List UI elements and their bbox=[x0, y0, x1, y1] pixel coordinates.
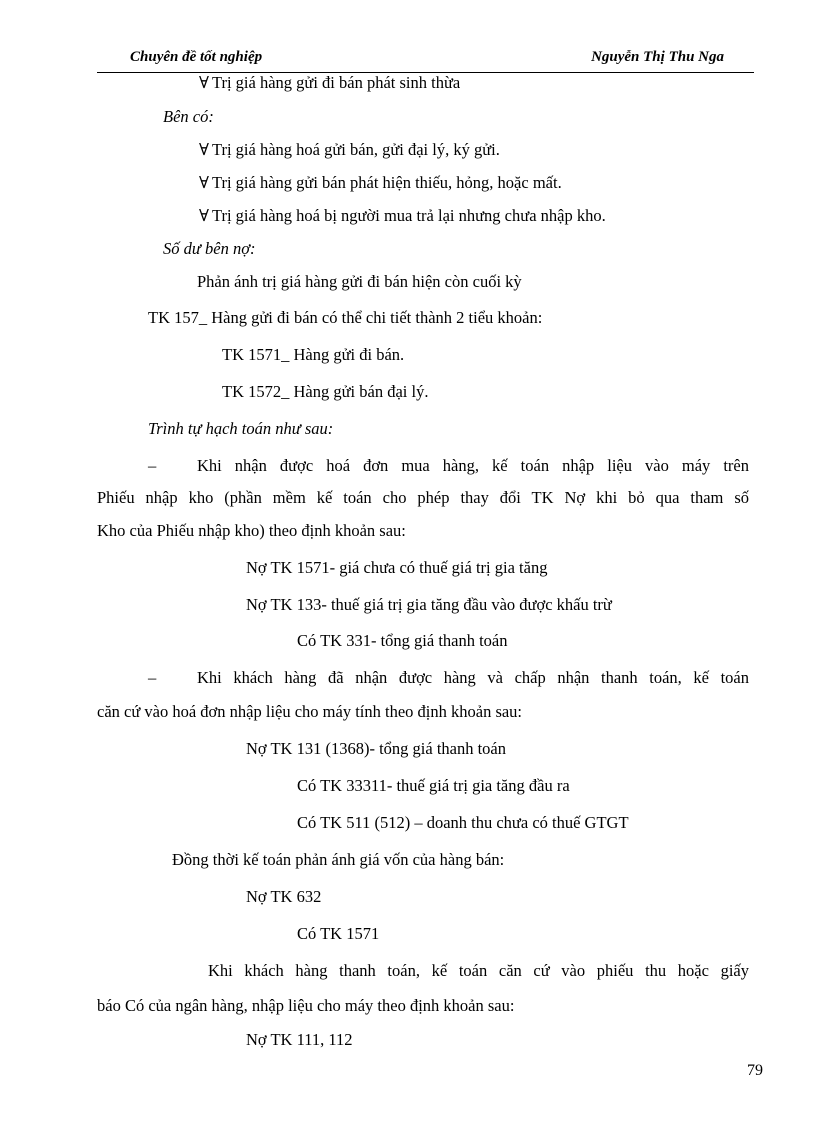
checkmark-icon: ∀ bbox=[199, 73, 209, 92]
paragraph-line: TK 1571_ Hàng gửi đi bán. bbox=[222, 345, 405, 364]
bullet-line bbox=[199, 139, 500, 161]
line-text: Trị giá hàng gửi đi bán phát sinh thừa bbox=[211, 73, 461, 92]
paragraph-line: Phản ánh trị giá hàng gửi đi bán hiện còn cuối kỳ bbox=[197, 272, 522, 291]
entry-line: Nợ TK 111, 112 bbox=[246, 1030, 353, 1049]
checkmark-icon: ∀ bbox=[199, 140, 209, 159]
paragraph-line: căn cứ vào hoá đơn nhập liệu cho máy tính theo định khoản sau: bbox=[97, 702, 523, 721]
dash-bullet: – bbox=[148, 668, 157, 687]
bullet-line bbox=[199, 172, 562, 194]
entry-line: Nợ TK 133- thuế giá trị gia tăng đầu vào được khấu trừ bbox=[246, 595, 612, 614]
entry-line: Nợ TK 131 (1368)- tổng giá thanh toán bbox=[246, 739, 507, 758]
section-heading: Trình tự hạch toán như sau: bbox=[148, 419, 334, 438]
bullet-line bbox=[199, 72, 460, 94]
paragraph-line: Phiếu nhập kho (phần mềm kế toán cho phép thay đổi TK Nợ khi bỏ qua tham số bbox=[97, 488, 749, 507]
checkmark-icon: ∀ bbox=[199, 173, 209, 192]
bullet-line bbox=[199, 205, 606, 227]
line-text: Trị giá hàng gửi bán phát hiện thiếu, hỏng, hoặc mất. bbox=[211, 173, 562, 192]
paragraph-line: Khi khách hàng thanh toán, kế toán căn cứ vào phiếu thu hoặc giấy bbox=[208, 961, 749, 980]
paragraph-line: Đồng thời kế toán phản ánh giá vốn của hàng bán: bbox=[172, 850, 505, 869]
paragraph-line: báo Có của ngân hàng, nhập liệu cho máy theo định khoản sau: bbox=[97, 996, 515, 1015]
header-title: Chuyên đề tốt nghiệp bbox=[130, 49, 263, 65]
page-header bbox=[97, 44, 754, 73]
section-label-credit: Bên có: bbox=[163, 107, 214, 126]
paragraph-line: TK 1572_ Hàng gửi bán đại lý. bbox=[222, 382, 429, 401]
entry-line: Có TK 511 (512) – doanh thu chưa có thuế GTGT bbox=[297, 813, 629, 832]
paragraph-line: Khi nhận được hoá đơn mua hàng, kế toán nhập liệu vào máy trên bbox=[197, 456, 749, 475]
page-number: 79 bbox=[747, 1062, 763, 1079]
entry-line: Có TK 331- tổng giá thanh toán bbox=[297, 631, 508, 650]
line-text: Trị giá hàng hoá bị người mua trả lại nhưng chưa nhập kho. bbox=[211, 206, 606, 225]
header-author: Nguyễn Thị Thu Nga bbox=[591, 49, 724, 65]
entry-line: Có TK 33311- thuế giá trị gia tăng đầu ra bbox=[297, 776, 570, 795]
line-text: Trị giá hàng hoá gửi bán, gửi đại lý, ký gửi. bbox=[211, 140, 500, 159]
entry-line: Có TK 1571 bbox=[297, 924, 380, 943]
section-label-debit-balance: Số dư bên nợ: bbox=[163, 239, 256, 258]
entry-line: Nợ TK 632 bbox=[246, 887, 322, 906]
checkmark-icon: ∀ bbox=[199, 206, 209, 225]
entry-line: Nợ TK 1571- giá chưa có thuế giá trị gia tăng bbox=[246, 558, 548, 577]
paragraph-line: TK 157_ Hàng gửi đi bán có thể chi tiết thành 2 tiểu khoản: bbox=[148, 308, 543, 327]
dash-bullet: – bbox=[148, 456, 157, 475]
paragraph-line: Khi khách hàng đã nhận được hàng và chấp nhận thanh toán, kế toán bbox=[197, 668, 749, 687]
paragraph-line: Kho của Phiếu nhập kho) theo định khoản sau: bbox=[97, 521, 406, 540]
